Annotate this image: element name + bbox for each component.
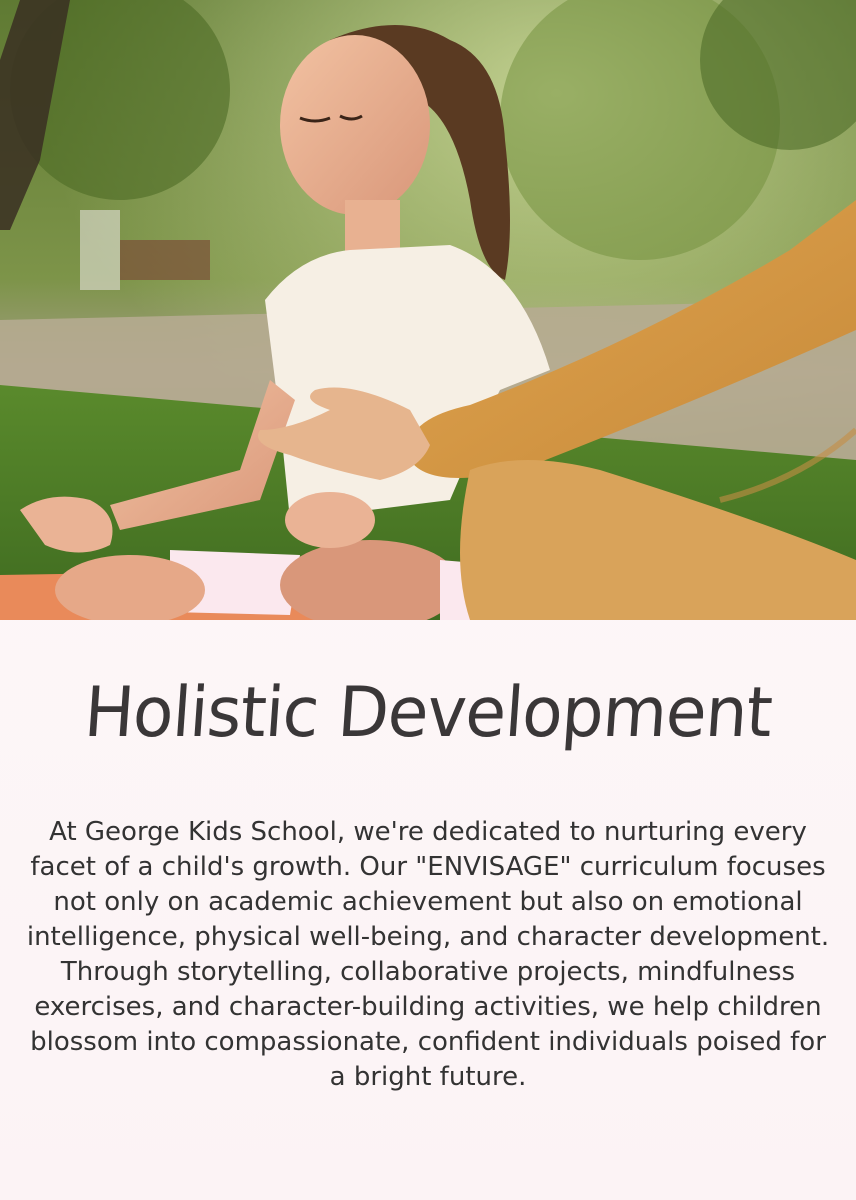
section-title: Holistic Development (81, 672, 775, 753)
section-description: At George Kids School, we're dedicated to nurturing every facet of a child's growth. Our "ENVISAGE" curriculum focuses not only on academic achievement but also on emotional intelligence, physical well-being, and character development. Through storytelling, collaborative projects, mindfulness exercises, and character-building activities, we help children blossom into compassionate, confident individuals poised for a bright future. (26, 817, 830, 1092)
